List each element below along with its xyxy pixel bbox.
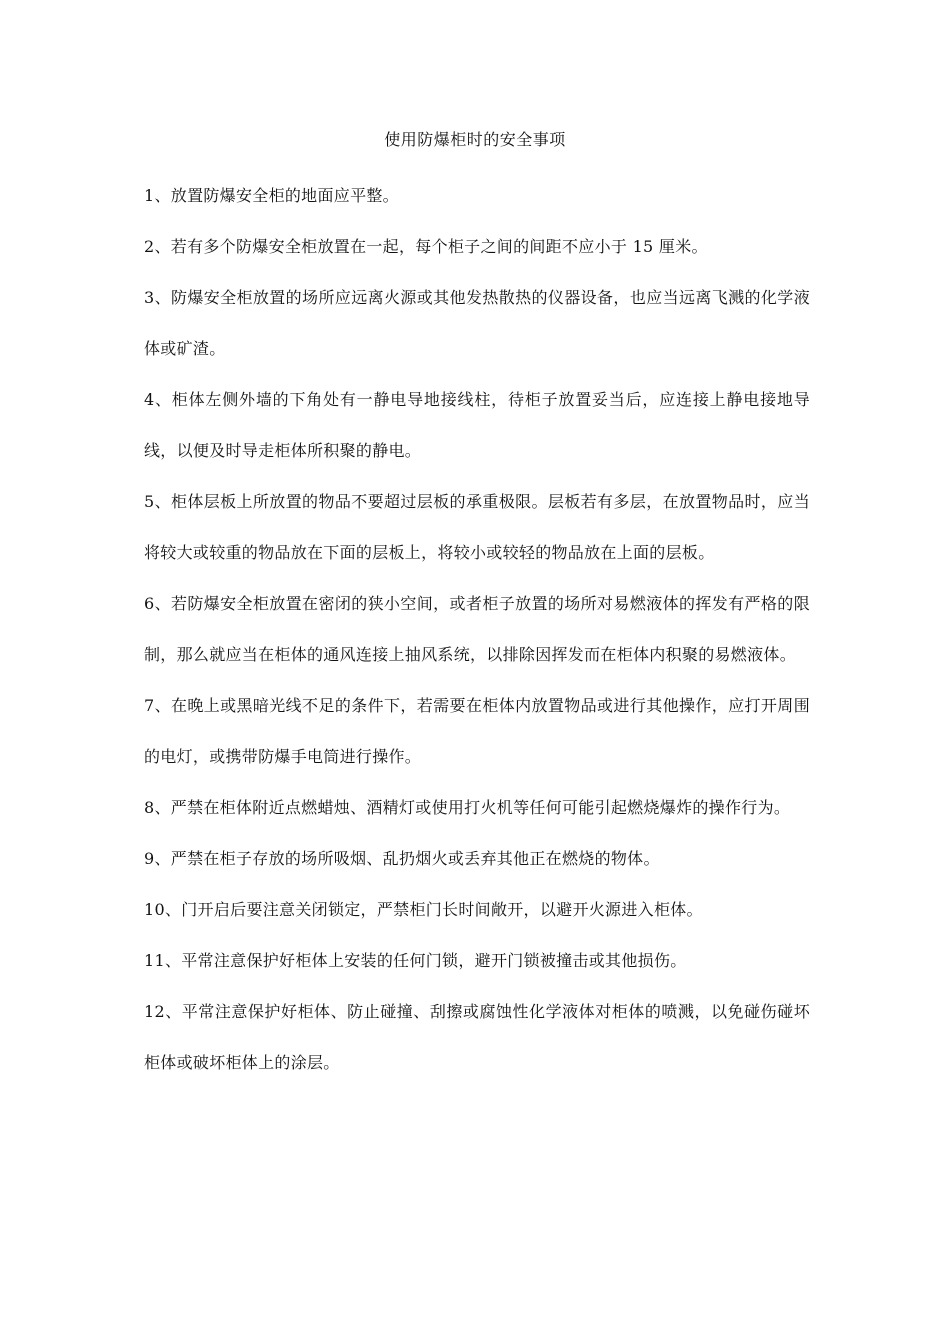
document-title: 使用防爆柜时的安全事项 [384, 130, 566, 149]
list-item: 9、严禁在柜子存放的场所吸烟、乱扔烟火或丢弃其他正在燃烧的物体。 [144, 849, 660, 868]
list-item: 11、平常注意保护好柜体上安装的任何门锁，避开门锁被撞击或其他损伤。 [144, 951, 687, 970]
list-item: 2、若有多个防爆安全柜放置在一起，每个柜子之间的间距不应小于 15 厘米。 [144, 237, 708, 256]
list-item: 7、在晚上或黑暗光线不足的条件下，若需要在柜体内放置物品或进行其他操作，应打开周围的电灯，或携带防爆手电筒进行操作。 [144, 696, 810, 766]
list-item: 10、门开启后要注意关闭锁定，严禁柜门长时间敞开，以避开火源进入柜体。 [144, 900, 703, 919]
list-item: 1、放置防爆安全柜的地面应平整。 [144, 186, 399, 205]
list-item: 5、柜体层板上所放置的物品不要超过层板的承重极限。层板若有多层，在放置物品时，应当将较大或较重的物品放在下面的层板上，将较小或较轻的物品放在上面的层板。 [144, 492, 810, 562]
list-item: 4、柜体左侧外墙的下角处有一静电导地接线柱，待柜子放置妥当后，应连接上静电接地导线，以便及时导走柜体所积聚的静电。 [144, 390, 810, 460]
list-item: 6、若防爆安全柜放置在密闭的狭小空间，或者柜子放置的场所对易燃液体的挥发有严格的限制，那么就应当在柜体的通风连接上抽风系统，以排除因挥发而在柜体内积聚的易燃液体。 [144, 594, 810, 664]
list-item: 12、平常注意保护好柜体、防止碰撞、刮擦或腐蚀性化学液体对柜体的喷溅，以免碰伤碰坏柜体或破坏柜体上的涂层。 [144, 1002, 810, 1072]
list-item: 3、防爆安全柜放置的场所应远离火源或其他发热散热的仪器设备，也应当远离飞溅的化学液体或矿渣。 [144, 288, 810, 358]
document-body [144, 170, 810, 1088]
list-item: 8、严禁在柜体附近点燃蜡烛、酒精灯或使用打火机等任何可能引起燃烧爆炸的操作行为。 [144, 798, 791, 817]
